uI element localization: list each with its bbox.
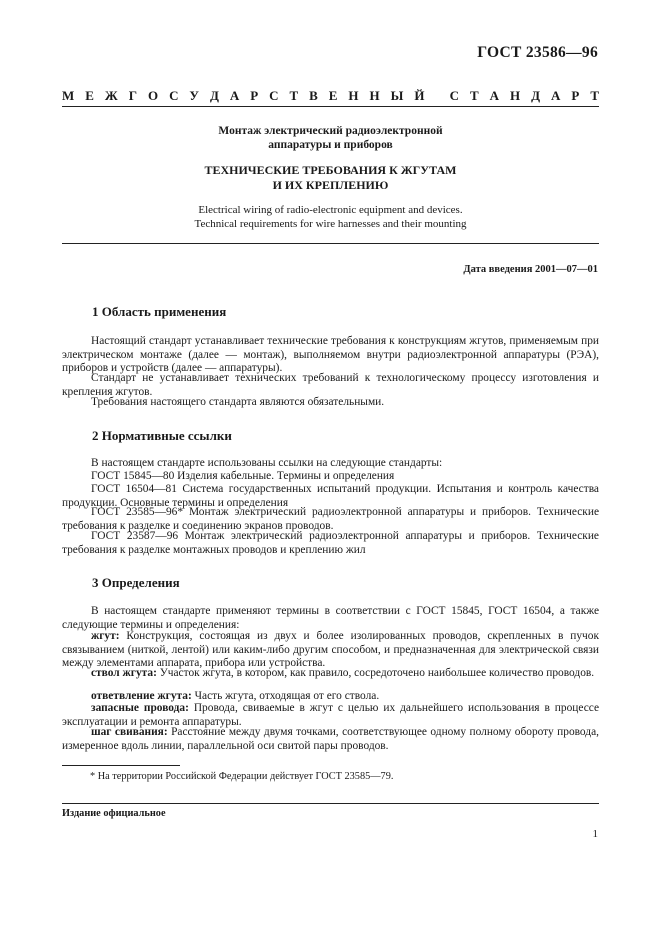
def-spare-wires: Провода, свиваемые в жгут с целью их дальнейшего использования в процессе эксплуатации и ремонта аппаратуры.	[62, 702, 600, 728]
def-harness: Конструкция, состоящая из двух и более изолированных проводов, скрепленных в пучок связыванием (ниткой, лентой) или каким-либо другим способом, и предназначенная для электрической связи между элементами аппарата, прибора или устройства.	[62, 630, 599, 669]
def-harness-trunk: Участок жгута, в котором, как правило, сосредоточено наибольшее количество проводов.	[156, 667, 595, 679]
banner-letter: С	[169, 88, 179, 103]
banner-letter: А	[229, 88, 240, 103]
banner-letter: Т	[289, 88, 299, 103]
section2-reference3: ГОСТ 23585—96* Монтаж электрический радиоэлектронной аппаратуры и приборов. Технические требования к разделке и соединению экранов проводов.	[62, 506, 599, 532]
banner-letter: У	[189, 88, 199, 103]
official-edition-label: Издание официальное	[62, 808, 166, 819]
introduction-date: Дата введения 2001—07—01	[463, 264, 598, 275]
banner-letter: Т	[590, 88, 599, 103]
term-harness-branch: ответвление жгута:	[91, 690, 192, 702]
banner-letter	[435, 88, 438, 104]
title-main-line1: ТЕХНИЧЕСКИЕ ТРЕБОВАНИЯ К ЖГУТАМ	[204, 163, 457, 177]
banner-letter: Н	[510, 88, 521, 103]
def-harness-branch: Часть жгута, отходящая от его ствола.	[191, 690, 380, 702]
title-ru-line2: аппаратуры и приборов	[268, 139, 393, 151]
banner-letter: Н	[348, 88, 359, 103]
banner-letter: Р	[571, 88, 580, 103]
definition-spare-wires	[62, 702, 599, 729]
section1-paragraph1: Настоящий стандарт устанавливает технические требования к конструкциям жгутов, применяемым при электрическом монтаже (далее — монтаж), выполняемом внутри радиоэлектронной аппаратуры (РЭА), приборов и устройств (далее — аппаратуры).	[62, 335, 599, 374]
title-en	[62, 203, 599, 231]
banner-letter: Ы	[390, 88, 404, 103]
section1-paragraph3: Требования настоящего стандарта являются обязательными.	[91, 396, 385, 408]
footer-rule	[62, 803, 599, 804]
section2-heading: 2 Нормативные ссылки	[92, 428, 232, 443]
section2-paragraph1: В настоящем стандарте использованы ссылки на следующие стандарты:	[91, 457, 443, 469]
banner-letter: Ж	[104, 88, 118, 103]
banner-letter: Д	[531, 88, 541, 103]
banner-letter: Д	[209, 88, 219, 103]
title-main-line2: И ИХ КРЕПЛЕНИЮ	[272, 178, 389, 192]
title-main	[62, 163, 599, 193]
banner-letter: С	[269, 88, 279, 103]
title-rule	[62, 243, 599, 244]
banner-letter: Е	[328, 88, 338, 103]
interstate-standard-banner	[62, 88, 599, 104]
title-ru-line1: Монтаж электрический радиоэлектронной	[218, 125, 443, 137]
term-harness-trunk: ствол жгута:	[91, 667, 157, 679]
title-en-line1: Electrical wiring of radio-electronic equipment and devices.	[198, 204, 463, 216]
banner-letter: В	[309, 88, 318, 103]
definition-harness-trunk	[62, 667, 599, 681]
banner-letter: Г	[128, 88, 137, 103]
def-twist-pitch: Расстояние между двумя точками, соответствующее одному полному обороту провода, измеренное вдоль линии, параллельной оси свитой пары проводов.	[62, 726, 600, 752]
term-harness: жгут:	[91, 630, 120, 642]
banner-letter: Е	[85, 88, 94, 103]
section1-heading: 1 Область применения	[92, 304, 227, 319]
banner-letter: Т	[470, 88, 479, 103]
footnote: * На территории Российской Федерации действует ГОСТ 23585—79.	[90, 771, 394, 782]
title-en-line2: Technical requirements for wire harnesses and their mounting	[194, 218, 467, 230]
banner-letter: А	[489, 88, 500, 103]
banner-letter: Й	[414, 88, 425, 103]
banner-letter: Н	[369, 88, 380, 103]
banner-letter: М	[62, 88, 75, 103]
banner-letter: А	[551, 88, 561, 103]
section3-heading: 3 Определения	[92, 575, 180, 590]
section3-paragraph1: В настоящем стандарте применяют термины в соответствии с ГОСТ 15845, ГОСТ 16504, а также следующие термины и определения:	[62, 605, 599, 631]
definition-harness	[62, 630, 599, 671]
section2-reference4: ГОСТ 23587—96 Монтаж электрический радиоэлектронной аппаратуры и приборов. Технические требования к разделке монтажных проводов и креплению жил	[62, 530, 599, 556]
section1-paragraph2: Стандарт не устанавливает технических требований к технологическому процессу изготовления и крепления жгутов.	[62, 372, 599, 398]
term-twist-pitch: шаг свивания:	[91, 726, 168, 738]
banner-letter: О	[147, 88, 159, 103]
section2-reference2: ГОСТ 16504—81 Система государственных испытаний продукции. Испытания и контроль качества продукции. Основные термины и определения	[62, 483, 599, 509]
footnote-rule	[62, 765, 180, 766]
title-ru	[62, 124, 599, 152]
gost-code: ГОСТ 23586—96	[477, 44, 598, 61]
definition-twist-pitch	[62, 726, 599, 753]
banner-letter: С	[449, 88, 460, 103]
term-spare-wires: запасные провода:	[91, 702, 189, 714]
page-number: 1	[592, 828, 598, 840]
banner-letter: Р	[250, 88, 259, 103]
section2-reference1: ГОСТ 15845—80 Изделия кабельные. Термины и определения	[91, 470, 395, 482]
header-rule	[62, 106, 599, 107]
